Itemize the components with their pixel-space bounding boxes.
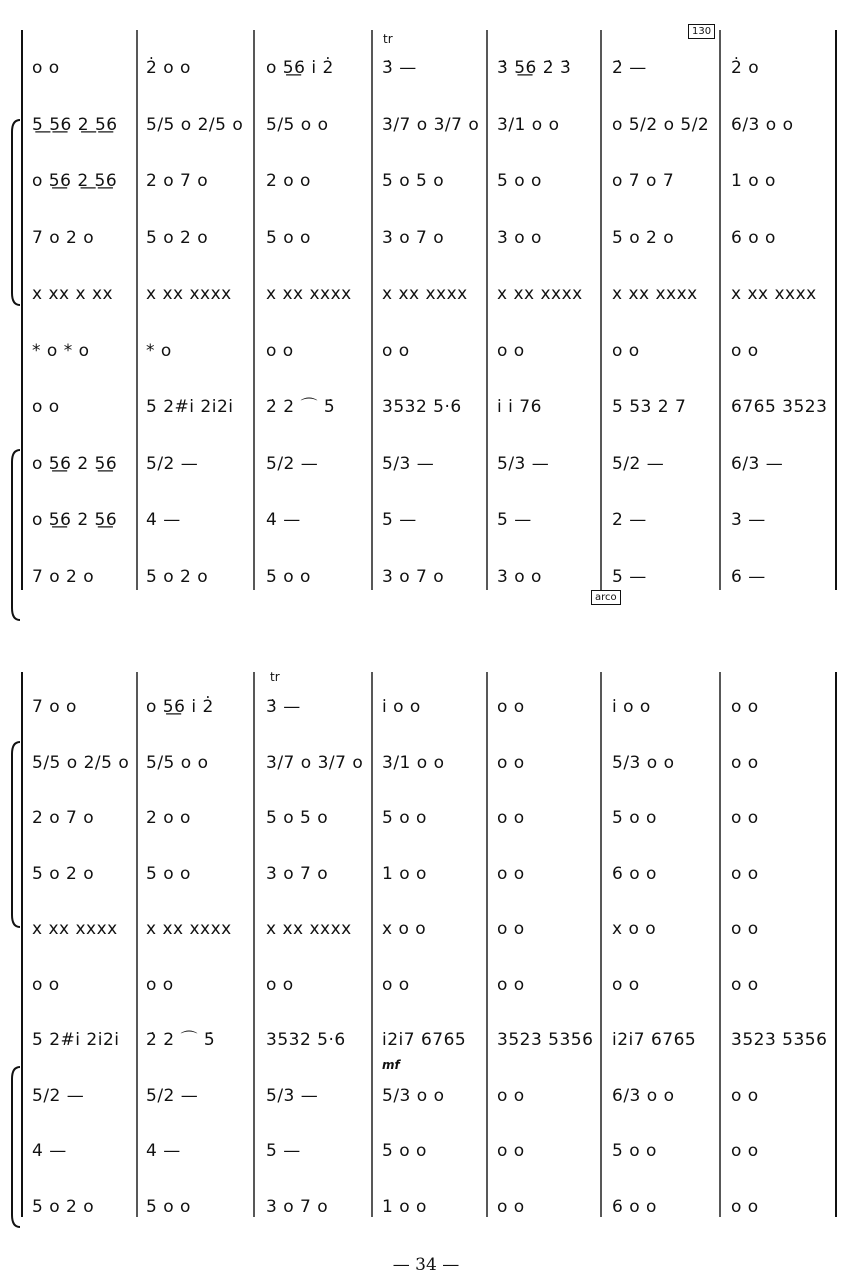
measure-cell: 5/3 — (497, 453, 550, 474)
measure-cell: i2i7 6765 (382, 1030, 467, 1050)
measure-cell: 7 o 2 o (32, 227, 95, 248)
measure-cell: 5/2 — (612, 453, 665, 474)
measure-cell: 5/3 — (382, 453, 435, 474)
staff-bracket (12, 742, 20, 927)
measure-cell: o o (32, 58, 60, 78)
measure-cell: 5 2#i 2i2i (32, 1030, 120, 1050)
measure-cell: o o (612, 974, 640, 995)
measure-cell: 3̇ 5͟6 2̇ 3̇ (497, 58, 572, 78)
measure-cell: 2̇ o (731, 58, 760, 78)
measure-cell: o o (612, 340, 640, 361)
measure-cell: 5 o 2 o (146, 566, 209, 587)
measure-cell: 5 o o (146, 863, 191, 884)
measure-cell: 5/5 o o (266, 114, 329, 135)
measure-cell: 3 o 7 o (266, 863, 329, 884)
measure-cell: x xx xxxx (497, 284, 583, 304)
measure-cell: 3532 5·6 (382, 397, 462, 417)
measure-cell: 3/7 o 3/7 o (382, 114, 480, 135)
measure-cell: o o (731, 1085, 759, 1106)
measure-cell: 6 — (731, 566, 766, 587)
measure-cell: i̇ o o (382, 697, 421, 717)
measure-cell: 5 2#i 2i2i (146, 397, 234, 417)
score-system-2 (0, 672, 852, 1227)
measure-cell: 5/3 o o (612, 752, 675, 773)
trill-mark-1: tr (383, 32, 393, 46)
measure-cell: 3/1 o o (382, 752, 445, 773)
measure-cell: x xx x xx (32, 284, 114, 304)
measure-cell: 7 o 2 o (32, 566, 95, 587)
measure-cell: 6 o o (612, 863, 657, 884)
measure-cell: 2̇ 2 ⌒ 5̇ (266, 397, 336, 417)
measure-cell: 6/3 o o (612, 1085, 675, 1106)
measure-cell: 3̇ — (382, 58, 417, 78)
measure-cell: x xx xxxx (731, 284, 817, 304)
trill-mark-2: tr (270, 670, 280, 684)
dynamic-mark: mf (382, 1058, 400, 1072)
measure-cell: 4 — (266, 510, 301, 530)
measure-cell: 4 — (32, 1141, 67, 1161)
page-number: — 34 — (392, 1255, 460, 1275)
measure-cell: 2̇ o o (146, 58, 191, 78)
measure-cell: x o o (612, 919, 657, 939)
measure-cell: 5 — (612, 566, 647, 587)
measure-cell: o 5͟6 2 5͟6 (32, 453, 118, 474)
measure-cell: 5/2 — (146, 453, 199, 474)
measure-cell: 5 o 2 o (612, 227, 675, 248)
measure-cell: o o (497, 808, 525, 828)
measure-cell: o o (497, 919, 525, 939)
measure-cell: o o (731, 974, 759, 995)
measure-cell: 4 — (146, 510, 181, 530)
measure-cell: x xx xxxx (266, 919, 352, 939)
measure-cell: * o * o (32, 340, 90, 361)
measure-cell: 5/3 — (266, 1085, 319, 1106)
measure-cell: i̇ o o (612, 697, 651, 717)
measure-cell: 5 o o (146, 1196, 191, 1217)
measure-cell: 5/3 o o (382, 1085, 445, 1106)
measure-cell: 3̇ — (266, 697, 301, 717)
measure-cell: 6/3 o o (731, 114, 794, 135)
measure-cell: 3523 5356 (731, 1030, 828, 1050)
measure-cell: 5/2 — (32, 1085, 85, 1106)
measure-cell: o o (382, 974, 410, 995)
measure-cell: 3523 5356 (497, 1030, 594, 1050)
measure-cell: 3 — (731, 510, 766, 530)
measure-cell: 2 o o (266, 171, 311, 191)
measure-cell: 5 o o (497, 171, 542, 191)
measure-cell: x xx xxxx (32, 919, 118, 939)
measure-cell: i2i7 6765 (612, 1030, 697, 1050)
measure-cell: o o (382, 340, 410, 361)
measure-cell: 2 o 7 o (146, 171, 209, 191)
score-system-1 (0, 30, 852, 600)
measure-cell: 2 o o (146, 808, 191, 828)
measure-cell: x xx xxxx (612, 284, 698, 304)
measure-cell: x xx xxxx (266, 284, 352, 304)
measure-cell: 3 o 7 o (382, 566, 445, 587)
measure-cell: 3 o 7 o (266, 1196, 329, 1217)
measure-cell: o o (731, 340, 759, 361)
measure-cell: x o o (382, 919, 427, 939)
measure-cell: o o (497, 863, 525, 884)
measure-cell: 2 o 7 o (32, 808, 95, 828)
measure-cell: 2 — (612, 510, 647, 530)
measure-cell: o o (731, 697, 759, 717)
measure-cell: 5 o 5 o (382, 171, 445, 191)
measure-cell: 5/5 o 2/5 o (32, 752, 130, 773)
measure-cell: 1 o o (731, 171, 776, 191)
measure-cell: 5 — (382, 510, 417, 530)
measure-cell: 6/3 — (731, 453, 784, 474)
measure-cell: * o (146, 340, 172, 361)
measure-cell: 5 o o (612, 808, 657, 828)
measure-cell: 5 — (266, 1141, 301, 1161)
measure-cell: o o (731, 752, 759, 773)
measure-cell: 5 53 2 7 (612, 397, 687, 417)
measure-cell: 5/5 o o (146, 752, 209, 773)
measure-cell: o 5/2 o 5/2 (612, 114, 710, 135)
measure-cell: x xx xxxx (382, 284, 468, 304)
measure-cell: 3/7 o 3/7 o (266, 752, 364, 773)
measure-cell: o o (731, 863, 759, 884)
measure-cell: 2̇ — (612, 58, 647, 78)
measure-cell: o 5͟6 i̇ 2̇ (266, 58, 334, 78)
measure-cell: 5 o 2 o (32, 1196, 95, 1217)
measure-cell: o o (32, 974, 60, 995)
measure-cell: x xx xxxx (146, 919, 232, 939)
measure-cell: o o (497, 1085, 525, 1106)
measure-cell: o o (266, 974, 294, 995)
measure-cell: 6 o o (612, 1196, 657, 1217)
measure-cell: 3 o o (497, 566, 542, 587)
measure-cell: o o (32, 397, 60, 417)
measure-cell: o o (146, 974, 174, 995)
measure-cell: o o (497, 1141, 525, 1161)
measure-cell: o o (497, 974, 525, 995)
measure-cell: o o (266, 340, 294, 361)
measure-cell: o 5͟6 i̇ 2̇ (146, 697, 214, 717)
measure-cell: o 5͟6 2 5͟6 (32, 510, 118, 530)
measure-cell: o o (497, 1196, 525, 1217)
measure-cell: 6765 3523 (731, 397, 828, 417)
measure-cell: 5 o o (382, 808, 427, 828)
measure-cell: 5 o o (612, 1141, 657, 1161)
measure-cell: o o (731, 1196, 759, 1217)
measure-cell: 5 o 2 o (32, 863, 95, 884)
measure-cell: 2̇ 2 ⌒ 5̇ (146, 1030, 216, 1050)
measure-cell: 5 o 5 o (266, 808, 329, 828)
measure-cell: o o (497, 752, 525, 773)
measure-cell: 5 o o (382, 1141, 427, 1161)
measure-cell: 3/1 o o (497, 114, 560, 135)
rehearsal-mark: 130 (688, 24, 715, 39)
staff-bracket (12, 120, 20, 305)
measure-cell: 3 o o (497, 227, 542, 248)
measure-cell: 4 — (146, 1141, 181, 1161)
measure-cell: o o (731, 919, 759, 939)
measure-cell: 5͟ 5͟6 2͟ 5͟6 (32, 114, 118, 135)
measure-cell: o o (497, 697, 525, 717)
measure-cell: 5/5 o 2/5 o (146, 114, 244, 135)
arco-mark: arco (591, 590, 621, 605)
measure-cell: o o (731, 1141, 759, 1161)
measure-cell: 3532 5·6 (266, 1030, 346, 1050)
measure-cell: 5/2 — (266, 453, 319, 474)
measure-cell: 5 o o (266, 227, 311, 248)
staff-bracket (12, 1067, 20, 1227)
staff-bracket (12, 450, 20, 620)
measure-cell: 3 o 7 o (382, 227, 445, 248)
measure-cell: 5 — (497, 510, 532, 530)
measure-cell: 5 o o (266, 566, 311, 587)
measure-cell: o o (497, 340, 525, 361)
measure-cell: 1 o o (382, 1196, 427, 1217)
measure-cell: 5 o 2 o (146, 227, 209, 248)
measure-cell: o o (731, 808, 759, 828)
measure-cell: o 7 o 7 (612, 171, 675, 191)
measure-cell: 1 o o (382, 863, 427, 884)
measure-cell: o 5͟6 2͟ 5͟6 (32, 171, 118, 191)
measure-cell: x xx xxxx (146, 284, 232, 304)
measure-cell: 7 o o (32, 697, 77, 717)
measure-cell: i̇ i̇ 76 (497, 397, 542, 417)
measure-cell: 5/2 — (146, 1085, 199, 1106)
measure-cell: 6 o o (731, 227, 776, 248)
